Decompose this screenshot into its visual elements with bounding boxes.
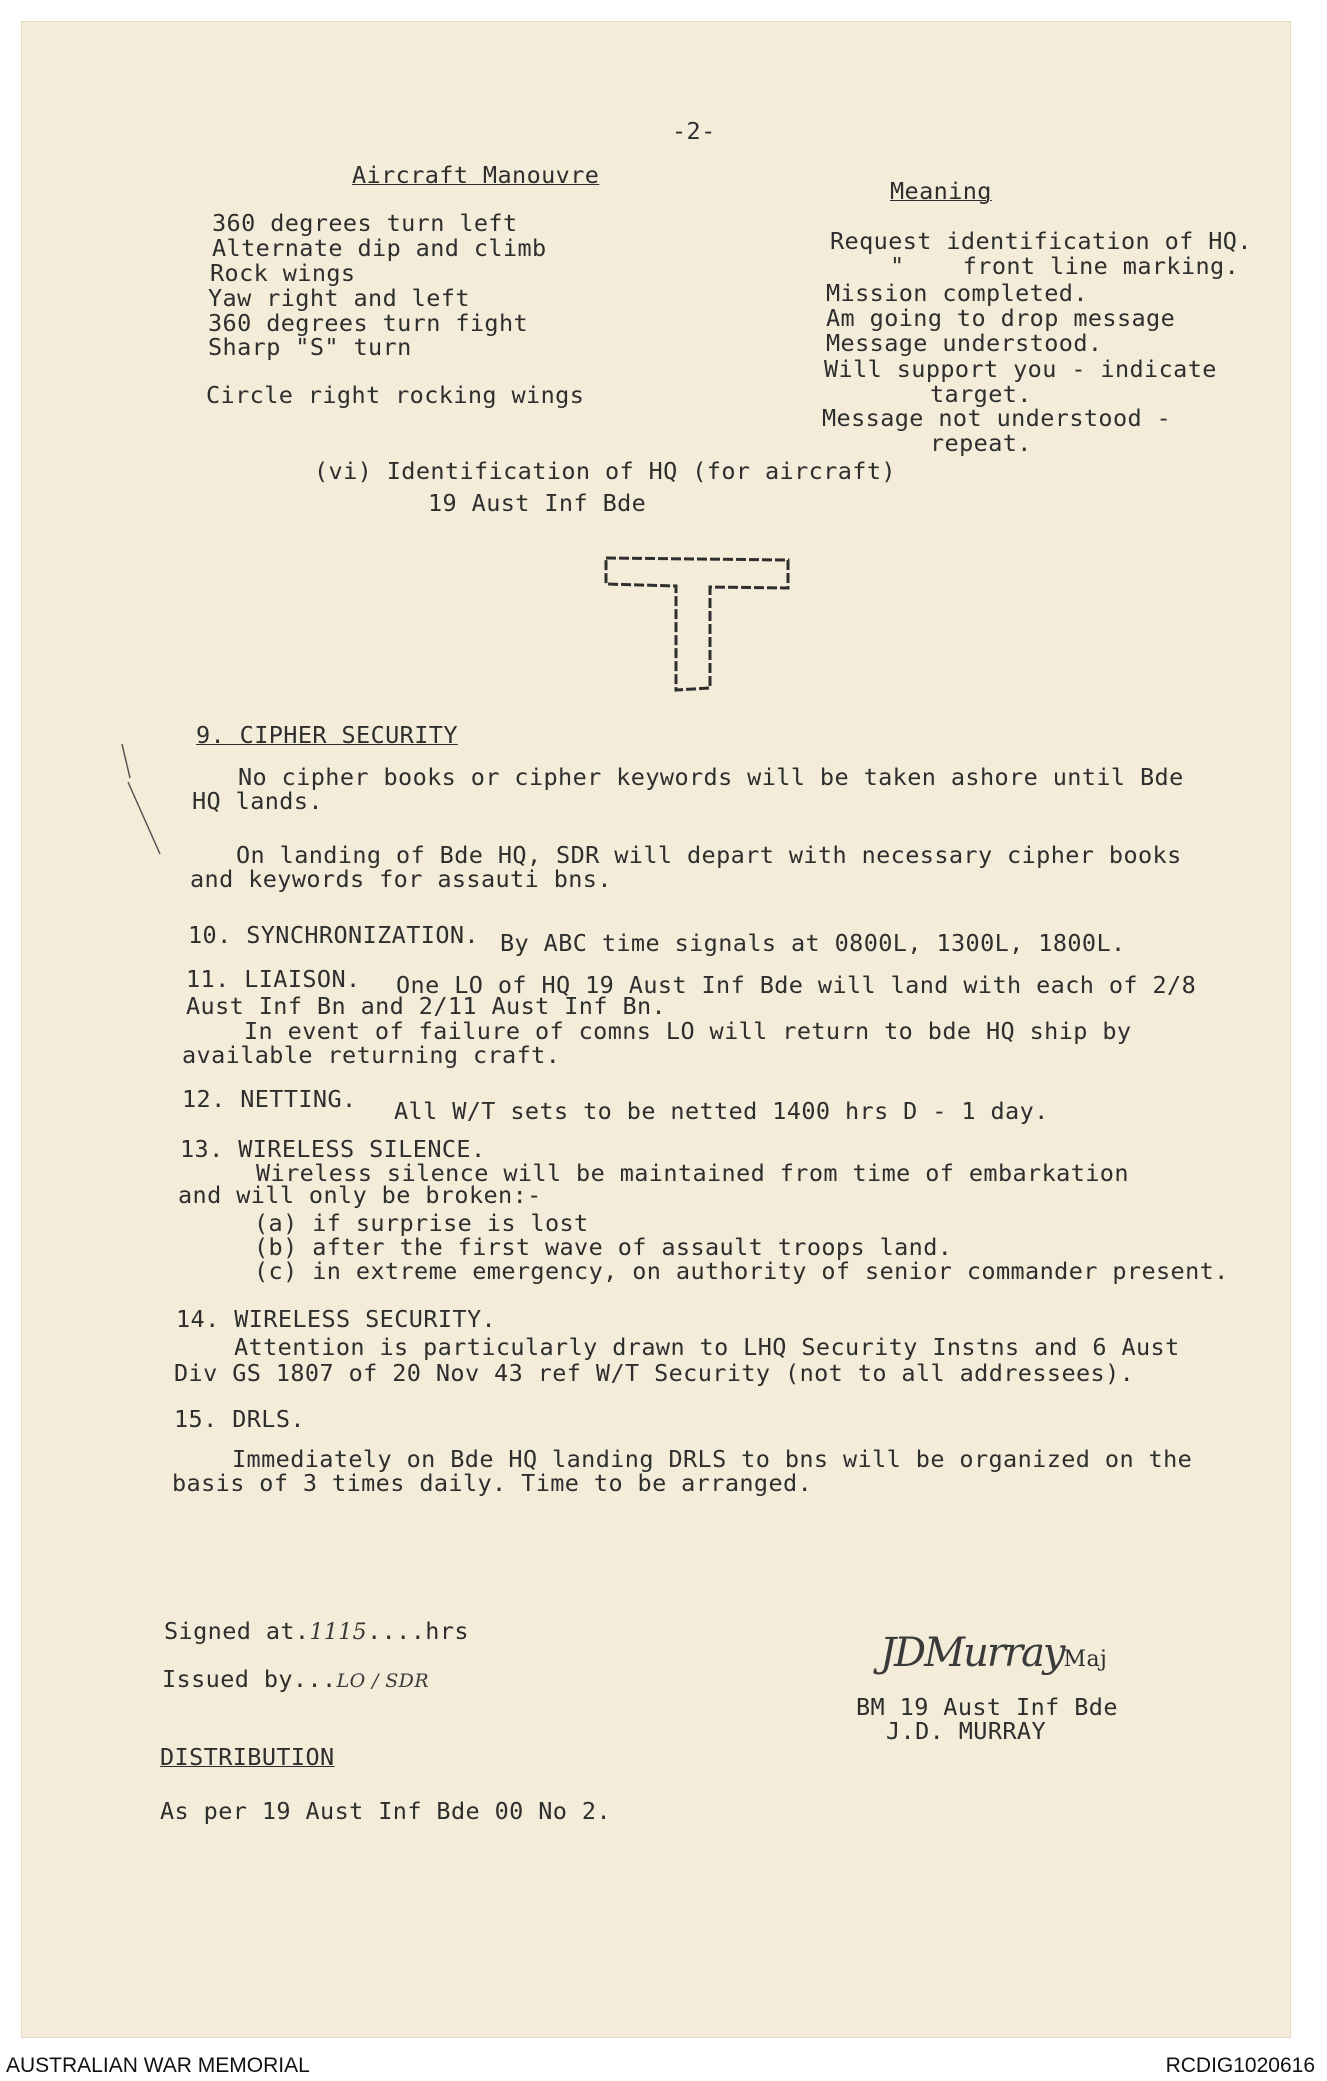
margin-pencil-mark	[120, 740, 170, 860]
section-15-title: 15. DRLS.	[174, 1405, 305, 1433]
meaning-7: target.	[930, 380, 1032, 408]
meaning-1: Request identification of HQ.	[830, 227, 1252, 255]
handwritten-signature: JDMurrayMaj	[880, 1630, 1108, 1676]
identification-line-2: 19 Aust Inf Bde	[428, 489, 647, 517]
issued-by-initials: LO / SDR	[336, 1670, 430, 1692]
section-15-line-1: Immediately on Bde HQ landing DRLS to bns will be organized on the	[232, 1445, 1193, 1473]
meaning-heading: Meaning	[890, 177, 992, 205]
signed-at-line: Signed at.1115....hrs	[164, 1617, 469, 1645]
footer-institution: AUSTRALIAN WAR MEMORIAL	[6, 2054, 310, 2077]
section-14-line-2: Div GS 1807 of 20 Nov 43 ref W/T Security (not to all addressees).	[174, 1359, 1135, 1387]
meaning-9: repeat.	[930, 429, 1032, 457]
section-13-line-2: and will only be broken:-	[178, 1181, 542, 1209]
section-9-para-1-line-1: No cipher books or cipher keywords will be taken ashore until Bde	[238, 763, 1184, 791]
meaning-3: Mission completed.	[826, 279, 1088, 307]
section-9-para-2-line-2: and keywords for assauti bns.	[190, 865, 612, 893]
t-identification-symbol	[600, 550, 800, 700]
section-12-title: 12. NETTING.	[182, 1085, 357, 1113]
meaning-6: Will support you - indicate	[824, 355, 1217, 383]
meaning-2: " front line marking.	[890, 252, 1240, 280]
section-11-line-4: available returning craft.	[182, 1041, 561, 1069]
page-number: -2-	[672, 117, 716, 145]
manoeuvre-5: 360 degrees turn fight	[208, 309, 529, 337]
manoeuvre-6: Sharp "S" turn	[208, 333, 412, 361]
section-9-para-2-line-1: On landing of Bde HQ, SDR will depart with necessary cipher books	[236, 841, 1182, 869]
section-10-title: 10. SYNCHRONIZATION.	[188, 921, 479, 949]
distribution-text: As per 19 Aust Inf Bde 00 No 2.	[160, 1797, 611, 1825]
meaning-8: Message not understood -	[822, 404, 1172, 432]
manoeuvre-1: 360 degrees turn left	[212, 209, 518, 237]
signed-at-time: 1115	[309, 1620, 368, 1645]
footer-record-id: RCDIG1020616	[1165, 2054, 1315, 2077]
section-14-title: 14. WIRELESS SECURITY.	[176, 1305, 497, 1333]
manoeuvre-7: Circle right rocking wings	[206, 381, 585, 409]
archive-footer	[0, 2052, 1327, 2081]
manoeuvre-2: Alternate dip and climb	[212, 234, 547, 262]
section-12-text: All W/T sets to be netted 1400 hrs D - 1 day.	[394, 1097, 1049, 1125]
manoeuvre-3: Rock wings	[210, 259, 356, 287]
meaning-4: Am going to drop message	[826, 304, 1176, 332]
section-15-line-2: basis of 3 times daily. Time to be arranged.	[172, 1469, 813, 1497]
manoeuvre-4: Yaw right and left	[208, 284, 470, 312]
section-11-line-1: One LO of HQ 19 Aust Inf Bde will land with each of 2/8	[396, 971, 1197, 999]
identification-line-1: (vi) Identification of HQ (for aircraft)	[314, 457, 896, 485]
section-13-line-1: Wireless silence will be maintained from time of embarkation	[256, 1159, 1129, 1187]
signatory-unit: BM 19 Aust Inf Bde	[856, 1693, 1118, 1721]
section-11-title: 11. LIAISON.	[186, 965, 361, 993]
section-13-item-b: (b) after the first wave of assault troops land.	[254, 1233, 953, 1261]
meaning-5: Message understood.	[826, 329, 1103, 357]
section-11-line-2: Aust Inf Bn and 2/11 Aust Inf Bn.	[186, 992, 667, 1020]
signatory-name: J.D. MURRAY	[886, 1717, 1047, 1745]
issued-by-line: Issued by...LO / SDR	[162, 1665, 430, 1693]
section-11-line-3: In event of failure of comns LO will return to bde HQ ship by	[244, 1017, 1132, 1045]
section-13-item-c: (c) in extreme emergency, on authority of senior commander present.	[254, 1257, 1229, 1285]
section-13-item-a: (a) if surprise is lost	[254, 1209, 589, 1237]
section-10-text: By ABC time signals at 0800L, 1300L, 1800L.	[500, 929, 1126, 957]
section-9-para-1-line-2: HQ lands.	[192, 787, 323, 815]
section-9-title: 9. CIPHER SECURITY	[196, 721, 458, 749]
distribution-title: DISTRIBUTION	[160, 1743, 335, 1771]
section-14-line-1: Attention is particularly drawn to LHQ Security Instns and 6 Aust	[234, 1333, 1180, 1361]
section-13-title: 13. WIRELESS SILENCE.	[180, 1135, 486, 1163]
aircraft-manoeuvre-heading: Aircraft Manouvre	[352, 161, 600, 189]
